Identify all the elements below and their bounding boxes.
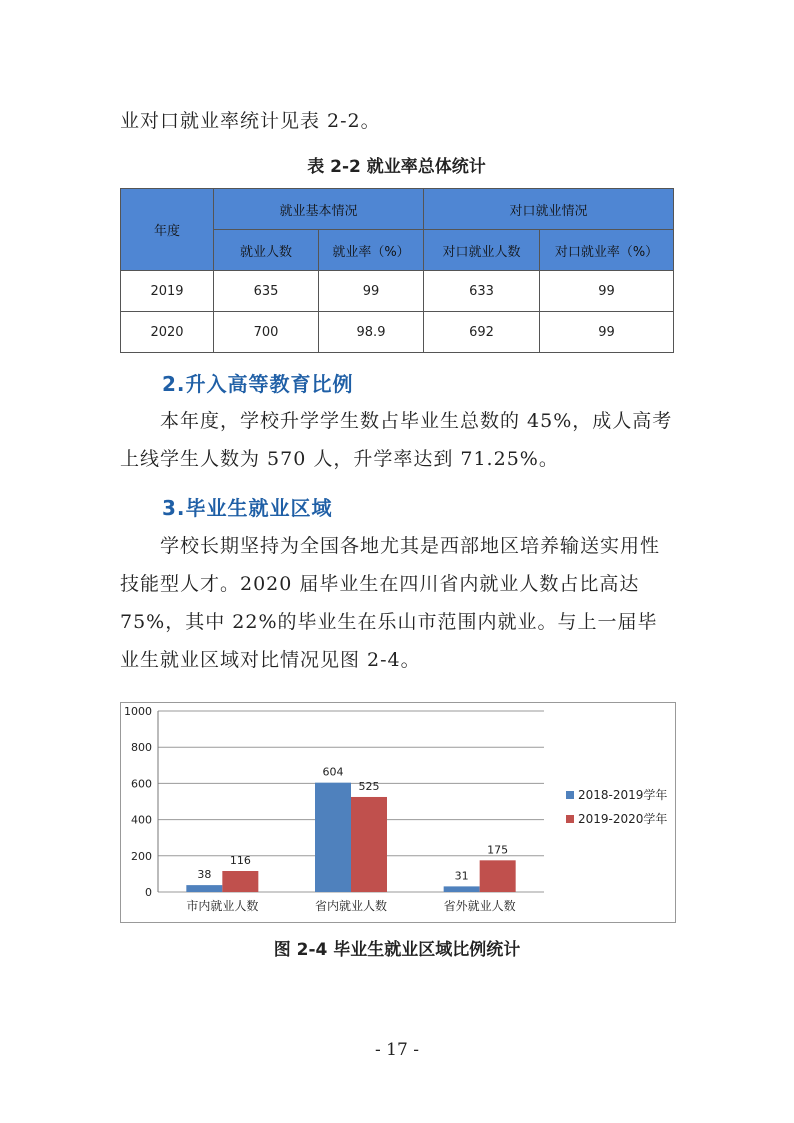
section2-paragraph: 本年度，学校升学学生数占毕业生总数的 45%，成人高考上线学生人数为 570 人，升学率达到 71.25%。 (120, 410, 673, 470)
intro-paragraph: 业对口就业率统计见表 2-2。 (120, 110, 381, 132)
y-tick-label: 400 (131, 813, 152, 827)
y-tick-label: 200 (131, 849, 152, 863)
bar (444, 886, 480, 892)
y-tick-label: 1000 (124, 705, 152, 718)
matched-employment-header: 对口就业情况 (424, 189, 674, 230)
table-caption: 表 2-2 就业率总体统计 (307, 157, 486, 177)
bar-chart-svg (121, 703, 675, 922)
section3-heading: 3.毕业生就业区域 (162, 496, 333, 520)
data-label: 31 (454, 869, 469, 883)
cell-matched-rate: 99 (540, 312, 674, 353)
x-tick-label: 省外就业人数 (443, 899, 516, 913)
section2-heading: 2.升入高等教育比例 (162, 372, 354, 396)
figure-caption: 图 2-4 毕业生就业区域比例统计 (273, 940, 521, 960)
table-row (121, 271, 674, 312)
employment-rate-table (120, 188, 674, 353)
legend-label: 2019-2020学年 (578, 812, 668, 826)
page-number: - 17 - (375, 1040, 419, 1060)
data-label: 116 (229, 854, 251, 868)
x-tick-label: 市内就业人数 (186, 899, 259, 913)
y-tick-label: 800 (131, 741, 152, 755)
cell-rate: 99 (319, 271, 424, 312)
cell-matched: 692 (424, 312, 540, 353)
table-row (121, 312, 674, 353)
y-tick-label: 0 (145, 886, 152, 899)
col-header-rate: 就业率（%） (319, 230, 424, 271)
bar (480, 860, 516, 892)
year-header: 年度 (121, 189, 214, 271)
legend-swatch (566, 791, 574, 799)
data-label: 38 (197, 868, 212, 882)
cell-rate: 98.9 (319, 312, 424, 353)
legend-swatch (566, 815, 574, 823)
col-header-employed: 就业人数 (214, 230, 319, 271)
cell-year: 2020 (121, 312, 214, 353)
data-label: 175 (487, 843, 509, 857)
x-tick-label: 省内就业人数 (314, 899, 388, 913)
bar (315, 783, 351, 892)
data-label: 604 (322, 765, 344, 779)
legend-label: 2018-2019学年 (578, 788, 668, 802)
section3-paragraph: 学校长期坚持为全国各地尤其是西部地区培养输送实用性技能型人才。2020 届毕业生在四川省内就业人数占比高达 75%，其中 22%的毕业生在乐山市范围内就业。与上一届毕业生就业区域对比情况见图 2-4。 (120, 535, 661, 671)
col-header-matched-rate: 对口就业率（%） (540, 230, 674, 271)
cell-matched: 633 (424, 271, 540, 312)
region-chart (120, 702, 676, 923)
cell-matched-rate: 99 (540, 271, 674, 312)
col-header-matched: 对口就业人数 (424, 230, 540, 271)
bar (186, 885, 222, 892)
bar (351, 797, 387, 892)
y-tick-label: 600 (131, 777, 152, 791)
basic-employment-header: 就业基本情况 (214, 189, 424, 230)
bar (222, 871, 258, 892)
cell-year: 2019 (121, 271, 214, 312)
cell-employed: 635 (214, 271, 319, 312)
cell-employed: 700 (214, 312, 319, 353)
data-label: 525 (358, 779, 380, 793)
